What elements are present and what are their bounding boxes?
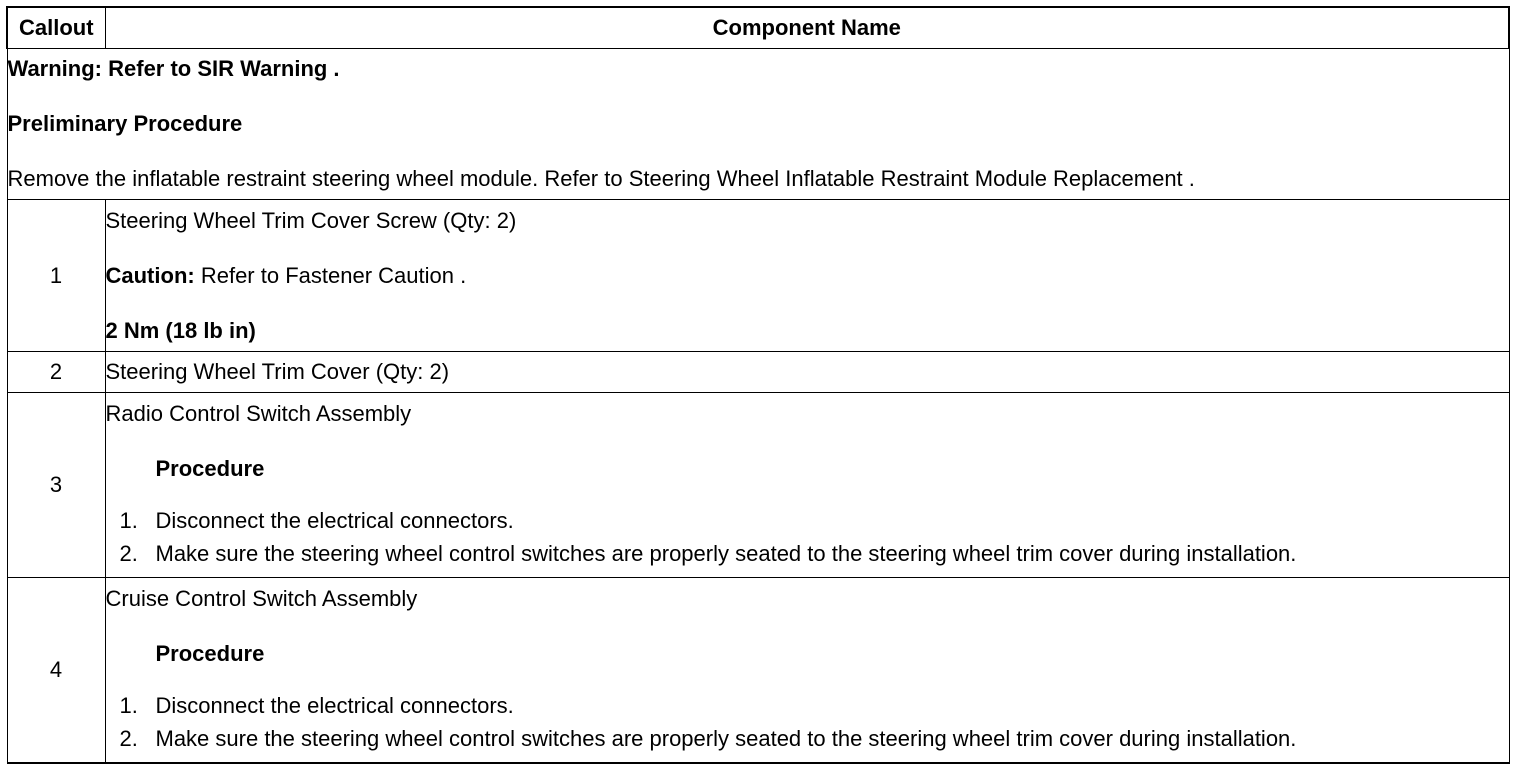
procedure-step: 1. Disconnect the electrical connectors. bbox=[119, 692, 514, 718]
warning-line bbox=[8, 56, 1509, 82]
table-row-4 bbox=[7, 578, 1509, 764]
callout-cell: 1 bbox=[7, 200, 105, 352]
procedure-steps bbox=[106, 689, 1509, 755]
table-row-2 bbox=[7, 352, 1509, 393]
component-name-header: Component Name bbox=[105, 7, 1509, 49]
callout-cell: 4 bbox=[7, 578, 105, 764]
caution-text: Refer to Fastener Caution . bbox=[200, 262, 467, 288]
caution-label: Caution: bbox=[105, 262, 195, 288]
procedure-step: 2. Make sure the steering wheel control switches are properly seated to the steering wheel trim cover during installation. bbox=[119, 725, 1297, 751]
component-name: Cruise Control Switch Assembly bbox=[105, 585, 418, 611]
procedure-step: 2. Make sure the steering wheel control switches are properly seated to the steering wheel trim cover during installation. bbox=[119, 540, 1297, 566]
callout-header: Callout bbox=[7, 7, 105, 49]
preliminary-row bbox=[7, 49, 1509, 200]
remove-instruction: Remove the inflatable restraint steering wheel module. Refer to Steering Wheel Inflatable Restraint Module Replacement . bbox=[7, 166, 1195, 191]
table-row-1 bbox=[7, 200, 1509, 352]
warning-label: Warning: bbox=[7, 56, 102, 81]
callout-cell: 2 bbox=[7, 352, 105, 393]
component-name: Steering Wheel Trim Cover (Qty: 2) bbox=[105, 352, 1509, 393]
caution-line bbox=[106, 263, 1509, 289]
table-header-row bbox=[7, 7, 1509, 49]
preliminary-procedure-title: Preliminary Procedure bbox=[7, 111, 243, 136]
component-table bbox=[6, 6, 1510, 764]
component-name: Steering Wheel Trim Cover Screw (Qty: 2) bbox=[105, 207, 517, 233]
warning-text: Refer to SIR Warning . bbox=[108, 56, 340, 81]
procedure-title: Procedure bbox=[155, 640, 265, 666]
callout-cell: 3 bbox=[7, 393, 105, 578]
torque-spec: 2 Nm (18 lb in) bbox=[105, 317, 256, 343]
procedure-steps bbox=[106, 504, 1509, 570]
component-name: Radio Control Switch Assembly bbox=[105, 400, 412, 426]
procedure-title: Procedure bbox=[155, 455, 265, 481]
table-row-3 bbox=[7, 393, 1509, 578]
procedure-step: 1. Disconnect the electrical connectors. bbox=[119, 507, 514, 533]
